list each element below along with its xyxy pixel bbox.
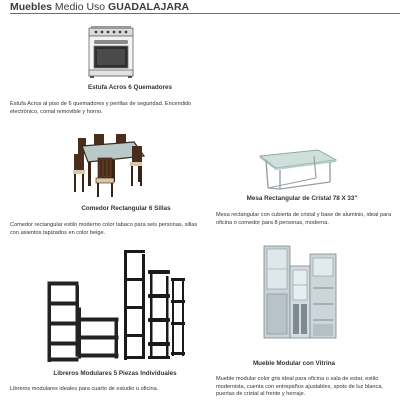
- product-description: Comedor rectangular estilo moderno color tabaco para seis personas, sillas con asientos tapizados en color beige.: [10, 222, 198, 236]
- product-description: Libreros modulares ideales para cuarto de estudio u oficina.: [10, 386, 159, 392]
- page-title: [10, 1, 189, 13]
- title-city: GUADALAJARA: [108, 1, 190, 13]
- product-description: Mueble modular color gris ideal para oficina o sala de estar, estilo modernista, cuenta con entrepaños ajustables, spots de luz blanca, puertas de cristal al frente y herraje.: [216, 376, 383, 398]
- modular-unit-image: [262, 244, 338, 340]
- glass-table-image: [258, 148, 338, 190]
- product-description: Mesa rectangular con cubierta de cristal y base de aluminio, ideal para oficina o comedor para 8 personas, moderna.: [216, 212, 392, 226]
- title-brand: Muebles: [10, 1, 53, 13]
- product-caption: Mesa Rectangular de Cristal 78 X 33": [246, 195, 358, 202]
- product-caption: Libreros Modulares 5 Piezas Individuales: [53, 370, 177, 377]
- product-caption: Mueble Modular con Vitrina: [252, 360, 336, 367]
- bookcases-image: [42, 248, 186, 362]
- dining-set-image: [72, 132, 148, 198]
- product-description: Estufa Acros al piso de 6 quemadores y perillas de seguridad. Encendido electrónico, comal removible y horno.: [10, 101, 192, 115]
- product-caption: Estufa Acros 6 Quemadores: [87, 84, 173, 91]
- page-header: [10, 0, 189, 13]
- product-caption: Comedor Rectangular 6 Sillas: [81, 205, 171, 212]
- header-divider: [10, 13, 400, 14]
- title-middle: Medio Uso: [52, 1, 109, 13]
- stove-image: [88, 26, 134, 78]
